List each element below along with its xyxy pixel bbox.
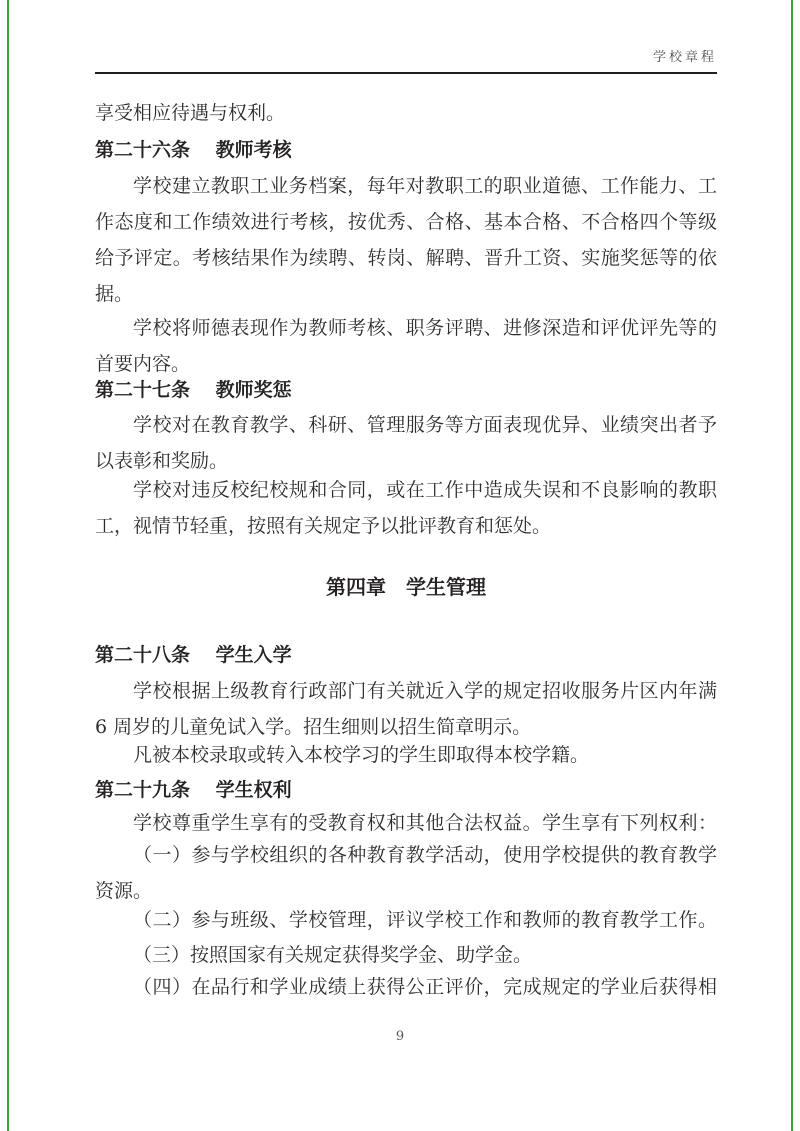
paragraph	[95, 805, 717, 841]
text-line: 第二十六条 教师考核	[95, 139, 292, 161]
paragraph	[95, 472, 717, 544]
page-number: 9	[395, 1029, 405, 1044]
paragraph	[95, 837, 717, 909]
text-line: 学校尊重学生享有的受教育权和其他合法权益。学生享有下列权利：	[133, 812, 717, 834]
paragraph	[95, 673, 717, 745]
text-line: 据。	[95, 283, 134, 305]
article-heading	[95, 772, 717, 808]
paragraph	[95, 937, 717, 973]
paragraph	[95, 737, 717, 773]
text-line: （三）按照国家有关规定获得奖学金、助学金。	[133, 944, 533, 966]
content-column	[95, 0, 717, 1131]
text-line: 学校建立教职工业务档案，每年对教职工的职业道德、工作能力、工	[133, 175, 717, 197]
text-line: 享受相应待遇与权利。	[95, 102, 286, 124]
text-line: 6 周岁的儿童免试入学。招生细则以招生简章明示。	[95, 716, 532, 738]
continuation-paragraph	[95, 95, 717, 131]
text-line: 第二十八条 学生入学	[95, 644, 292, 666]
text-line: 首要内容。	[95, 353, 191, 375]
text-line: 给予评定。考核结果作为续聘、转岗、解聘、晋升工资、实施奖惩等的依	[95, 247, 717, 269]
text-line: （二）参与班级、学校管理，评议学校工作和教师的教育教学工作。	[133, 909, 717, 931]
text-line: 学校将师德表现作为教师考核、职务评聘、进修深造和评优评先等的	[133, 317, 717, 339]
text-line: 作态度和工作绩效进行考核，按优秀、合格、基本合格、不合格四个等级	[95, 211, 717, 233]
text-line: 学校对在教育教学、科研、管理服务等方面表现优异、业绩突出者予	[133, 414, 717, 436]
article-heading	[95, 637, 717, 673]
paragraph	[95, 902, 717, 938]
text-line: 第二十九条 学生权利	[95, 779, 292, 801]
text-line: 资源。	[95, 880, 153, 902]
text-line: 第四章 学生管理	[326, 575, 486, 599]
paragraph	[95, 168, 717, 312]
paragraph	[95, 407, 717, 479]
text-line: 第二十七条 教师奖惩	[95, 379, 292, 401]
text-line: 学校根据上级教育行政部门有关就近入学的规定招收服务片区内年满	[133, 680, 717, 702]
text-line: 学校对违反校纪校规和合同，或在工作中造成失误和不良影响的教职	[133, 479, 717, 501]
text-line: 工，视情节轻重，按照有关规定予以批评教育和惩处。	[95, 515, 552, 537]
chapter-heading	[95, 569, 717, 605]
text-line: （四）在品行和学业成绩上获得公正评价，完成规定的学业后获得相	[133, 976, 717, 998]
right-page-edge-line	[791, 0, 793, 1131]
running-header: 学校章程	[652, 50, 717, 65]
left-page-edge-line	[7, 0, 9, 1131]
article-heading	[95, 372, 717, 408]
paragraph	[95, 969, 717, 1005]
text-line: （一）参与学校组织的各种教育教学活动，使用学校提供的教育教学	[133, 844, 717, 866]
text-line: 凡被本校录取或转入本校学习的学生即取得本校学籍。	[133, 744, 590, 766]
text-line: 以表彰和奖励。	[95, 450, 229, 472]
article-heading	[95, 132, 717, 168]
